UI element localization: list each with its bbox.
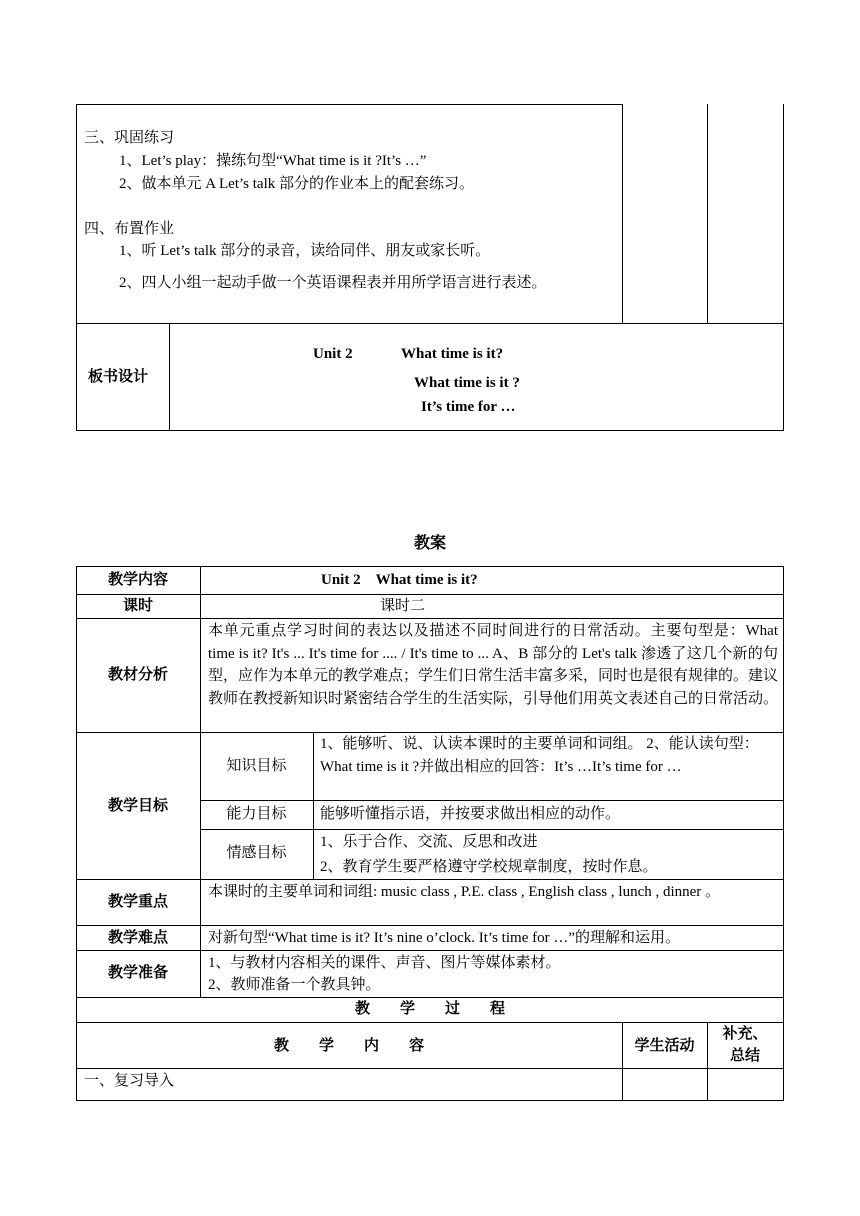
period-value: 课时二 bbox=[380, 598, 426, 614]
consolidation-item: 1、Let’s play：操练句型“What time is it ?It’s …” bbox=[119, 153, 427, 169]
content-label: 教学内容 bbox=[107, 572, 168, 588]
consolidation-item: 2、做本单元 A Let’s talk 部分的作业本上的配套练习。 bbox=[119, 176, 474, 192]
preparation-label: 教学准备 bbox=[107, 965, 168, 981]
homework-item: 1、听 Let’s talk 部分的录音，读给同伴、朋友或家长听。 bbox=[119, 243, 491, 259]
knowledge-goal-text: 1、能够听、说、认读本课时的主要单词和词组。 2、能认读句型：What time is it ?并做出相应的回答：It’s …It’s time for … bbox=[320, 736, 759, 775]
process-label: 教 学 过 程 bbox=[354, 1001, 505, 1017]
content-value: Unit 2 What time is it? bbox=[321, 572, 478, 588]
consolidation-heading: 三、巩固练习 bbox=[84, 130, 175, 146]
difficulty-text: 对新句型“What time is it? It’s nine o’clock. It’s time for …”的理解和运用。 bbox=[208, 930, 680, 946]
board-design-label: 板书设计 bbox=[88, 369, 149, 385]
student-activity-header: 学生活动 bbox=[634, 1038, 695, 1054]
preparation-item: 2、教师准备一个教具钟。 bbox=[208, 977, 381, 993]
page-title: 教案 bbox=[413, 535, 446, 552]
board-line: It’s time for … bbox=[421, 399, 516, 415]
analysis-label: 教材分析 bbox=[107, 667, 168, 683]
ability-goal-label: 能力目标 bbox=[226, 806, 287, 822]
process-content-header: 教 学 内 容 bbox=[273, 1038, 424, 1054]
emotion-goal-item: 1、乐于合作、交流、反思和改进 bbox=[320, 834, 538, 850]
emotion-goal-item: 2、教育学生要严格遵守学校规章制度，按时作息。 bbox=[320, 859, 658, 875]
homework-heading: 四、布置作业 bbox=[84, 221, 175, 237]
key-points-label: 教学重点 bbox=[107, 894, 168, 910]
board-line: What time is it ? bbox=[414, 375, 520, 391]
board-title: What time is it? bbox=[401, 346, 504, 362]
period-label: 课时 bbox=[122, 598, 153, 614]
supplement-header: 补充、总结 bbox=[722, 1026, 768, 1064]
goals-label: 教学目标 bbox=[107, 798, 168, 814]
preparation-item: 1、与教材内容相关的课件、声音、图片等媒体素材。 bbox=[208, 955, 561, 971]
key-points-text: 本课时的主要单词和词组: music class , P.E. class , English class , lunch , dinner 。 bbox=[208, 884, 721, 900]
homework-item: 2、四人小组一起动手做一个英语课程表并用所学语言进行表述。 bbox=[119, 275, 547, 291]
emotion-goal-label: 情感目标 bbox=[226, 845, 287, 861]
knowledge-goal-label: 知识目标 bbox=[226, 758, 287, 774]
board-unit: Unit 2 bbox=[313, 346, 353, 362]
difficulty-label: 教学难点 bbox=[107, 930, 168, 946]
review-heading: 一、复习导入 bbox=[84, 1073, 175, 1089]
analysis-text: 本单元重点学习时间的表达以及描述不同时间进行的日常活动。主要句型是：What time is it? It's ... It's time for .... / It's time to ... A、B 部分的 Let's talk 渗透了这几个新的句型，应作为本单元的教学难点；学生们日常生活丰富多采，同时也是很有规律的。建议教师在教授新知识时紧密结合学生的生活实际，引导他们用英文表述自己的日常活动。 bbox=[208, 623, 779, 707]
ability-goal-text: 能够听懂指示语，并按要求做出相应的动作。 bbox=[320, 806, 621, 822]
